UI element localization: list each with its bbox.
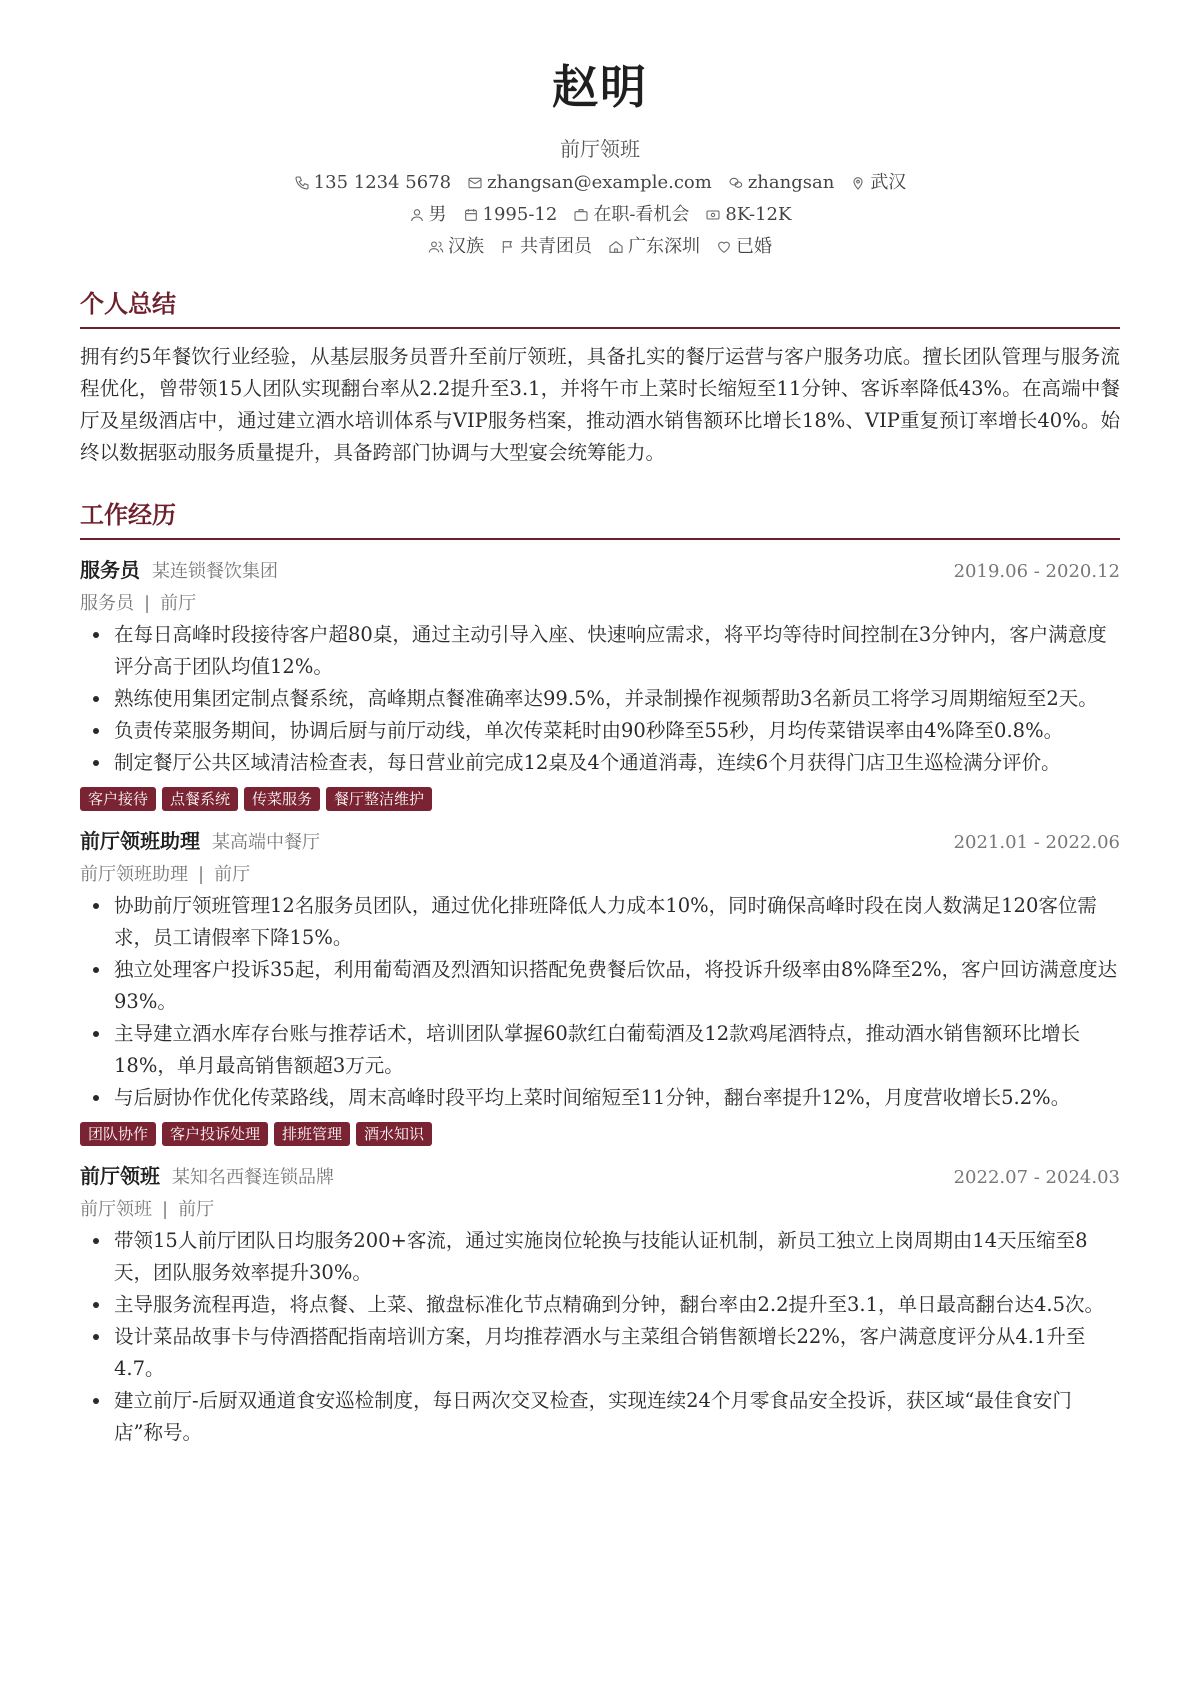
salary-info xyxy=(705,204,791,226)
separator: | xyxy=(162,1198,169,1220)
hometown-info xyxy=(608,236,700,258)
skill-tag: 传菜服务 xyxy=(244,787,320,811)
job-date: 2022.07 - 2024.03 xyxy=(953,1166,1120,1188)
job-bullets xyxy=(80,619,1120,779)
separator: | xyxy=(198,863,205,885)
briefcase-icon xyxy=(573,207,589,223)
job-bullet: • 建立前厅-后厨双通道食安巡检制度，每日两次交叉检查，实现连续24个月零食品安全投诉，获区域“最佳食安门店”称号。 xyxy=(112,1385,1120,1449)
job-title-group xyxy=(80,554,278,583)
job-bullet: • 负责传菜服务期间，协调后厨与前厅动线，单次传菜耗时由90秒降至55秒，月均传菜错误率由4%降至0.8%。 xyxy=(112,715,1120,747)
political-status: 共青团员 xyxy=(520,235,592,257)
skill-tag: 酒水知识 xyxy=(356,1122,432,1146)
job-entry xyxy=(80,825,1120,1146)
resume-header xyxy=(80,0,1120,258)
heart-icon xyxy=(716,239,732,255)
skill-tag: 点餐系统 xyxy=(162,787,238,811)
summary-heading: 个人总结 xyxy=(80,284,1120,329)
job-bullet: • 协助前厅领班管理12名服务员团队，通过优化排班降低人力成本10%，同时确保高峰时段在岗人数满足120客位需求，员工请假率下降15%。 xyxy=(112,890,1120,954)
job-title-group xyxy=(80,825,320,854)
job-bullet: • 独立处理客户投诉35起，利用葡萄酒及烈酒知识搭配免费餐后饮品，将投诉升级率由8%降至2%，客户回访满意度达93%。 xyxy=(112,954,1120,1018)
skill-tags xyxy=(80,787,1120,811)
candidate-name: 赵明 xyxy=(552,60,648,114)
email-info xyxy=(467,172,712,194)
wechat-info xyxy=(728,172,834,194)
flag-icon xyxy=(500,239,516,255)
target-position: 前厅领班 xyxy=(560,136,640,161)
money-icon xyxy=(705,207,721,223)
marital-status: 已婚 xyxy=(736,235,772,257)
job-position: 前厅领班助理 xyxy=(80,863,188,885)
gender-info xyxy=(409,204,447,226)
job-bullet: • 主导建立酒水库存台账与推荐话术，培训团队掌握60款红白葡萄酒及12款鸡尾酒特点，推动酒水销售额环比增长18%，单月最高销售额超3万元。 xyxy=(112,1018,1120,1082)
birth-info xyxy=(463,204,558,226)
job-header xyxy=(80,825,1120,854)
skill-tag: 客户投诉处理 xyxy=(162,1122,268,1146)
ethnicity: 汉族 xyxy=(448,235,484,257)
experience-heading: 工作经历 xyxy=(80,495,1120,540)
job-header xyxy=(80,554,1120,583)
ethnicity-info xyxy=(428,236,484,258)
job-company: 某高端中餐厅 xyxy=(212,831,320,853)
job-subtitle xyxy=(80,1195,1120,1221)
mail-icon xyxy=(467,175,483,191)
phone-info xyxy=(294,172,451,194)
job-bullet: • 熟练使用集团定制点餐系统，高峰期点餐准确率达99.5%，并录制操作视频帮助3名新员工将学习周期缩短至2天。 xyxy=(112,683,1120,715)
city: 武汉 xyxy=(870,171,907,193)
job-department: 前厅 xyxy=(160,592,197,614)
wechat-icon xyxy=(728,175,744,191)
job-role: 前厅领班助理 xyxy=(80,828,200,853)
separator: | xyxy=(144,592,151,614)
extra-row xyxy=(80,236,1120,258)
job-bullet: • 带领15人前厅团队日均服务200+客流，通过实施岗位轮换与技能认证机制，新员工独立上岗周期由14天压缩至8天，团队服务效率提升30%。 xyxy=(112,1225,1120,1289)
job-role: 服务员 xyxy=(80,557,140,582)
status-info xyxy=(573,204,689,226)
job-entry xyxy=(80,554,1120,811)
summary-section xyxy=(80,284,1120,469)
job-position: 服务员 xyxy=(80,592,134,614)
job-position: 前厅领班 xyxy=(80,1198,152,1220)
city-info xyxy=(850,172,906,194)
skill-tag: 团队协作 xyxy=(80,1122,156,1146)
contact-row xyxy=(80,172,1120,194)
job-subtitle xyxy=(80,589,1120,615)
job-bullets xyxy=(80,890,1120,1114)
phone-number: 135 1234 5678 xyxy=(313,171,452,193)
job-department: 前厅 xyxy=(178,1198,215,1220)
job-department: 前厅 xyxy=(214,863,251,885)
job-bullet: • 在每日高峰时段接待客户超80桌，通过主动引导入座、快速响应需求，将平均等待时间控制在3分钟内，客户满意度评分高于团队均值12%。 xyxy=(112,619,1120,683)
job-company: 某知名西餐连锁品牌 xyxy=(172,1166,334,1188)
job-bullets xyxy=(80,1225,1120,1449)
calendar-icon xyxy=(463,207,479,223)
skill-tags xyxy=(80,1122,1120,1146)
skill-tag: 排班管理 xyxy=(274,1122,350,1146)
email-address: zhangsan@example.com xyxy=(487,171,712,193)
marital-info xyxy=(716,236,772,258)
summary-text: 拥有约5年餐饮行业经验，从基层服务员晋升至前厅领班，具备扎实的餐厅运营与客户服务功底。擅长团队管理与服务流程优化，曾带领15人团队实现翻台率从2.2提升至3.1，并将午市上菜时长缩短至11分钟、客诉率降低43%。在高端中餐厅及星级酒店中，通过建立酒水培训体系与VIP服务档案，推动酒水销售额环比增长18%、VIP重复预订率增长40%。始终以数据驱动服务质量提升，具备跨部门协调与大型宴会统筹能力。 xyxy=(80,344,1120,464)
job-entry xyxy=(80,1160,1120,1449)
job-bullet: • 设计菜品故事卡与侍酒搭配指南培训方案，月均推荐酒水与主菜组合销售额增长22%，客户满意度评分从4.1升至4.7。 xyxy=(112,1321,1120,1385)
job-date: 2021.01 - 2022.06 xyxy=(953,831,1120,853)
skill-tag: 餐厅整洁维护 xyxy=(326,787,432,811)
job-bullet: • 主导服务流程再造，将点餐、上菜、撤盘标准化节点精确到分钟，翻台率由2.2提升至3.1，单日最高翻台达4.5次。 xyxy=(112,1289,1120,1321)
job-role: 前厅领班 xyxy=(80,1163,160,1188)
job-bullet: • 制定餐厅公共区域清洁检查表，每日营业前完成12桌及4个通道消毒，连续6个月获得门店卫生巡检满分评价。 xyxy=(112,747,1120,779)
job-subtitle xyxy=(80,860,1120,886)
group-icon xyxy=(428,239,444,255)
hometown: 广东深圳 xyxy=(628,235,700,257)
job-company: 某连锁餐饮集团 xyxy=(152,560,278,582)
job-header xyxy=(80,1160,1120,1189)
job-status: 在职-看机会 xyxy=(593,203,690,225)
gender: 男 xyxy=(428,203,447,225)
job-list xyxy=(80,554,1120,1449)
political-info xyxy=(500,236,592,258)
home-icon xyxy=(608,239,624,255)
experience-section xyxy=(80,495,1120,1449)
location-icon xyxy=(850,175,866,191)
skill-tag: 客户接待 xyxy=(80,787,156,811)
phone-icon xyxy=(294,175,310,191)
person-icon xyxy=(409,207,425,223)
job-date: 2019.06 - 2020.12 xyxy=(953,560,1120,582)
birth-date: 1995-12 xyxy=(482,203,558,225)
personal-row xyxy=(80,204,1120,226)
expected-salary: 8K-12K xyxy=(725,203,792,225)
job-bullet: • 与后厨协作优化传菜路线，周末高峰时段平均上菜时间缩短至11分钟，翻台率提升12%，月度营收增长5.2%。 xyxy=(112,1082,1120,1114)
wechat-id: zhangsan xyxy=(747,171,835,193)
job-title-group xyxy=(80,1160,334,1189)
